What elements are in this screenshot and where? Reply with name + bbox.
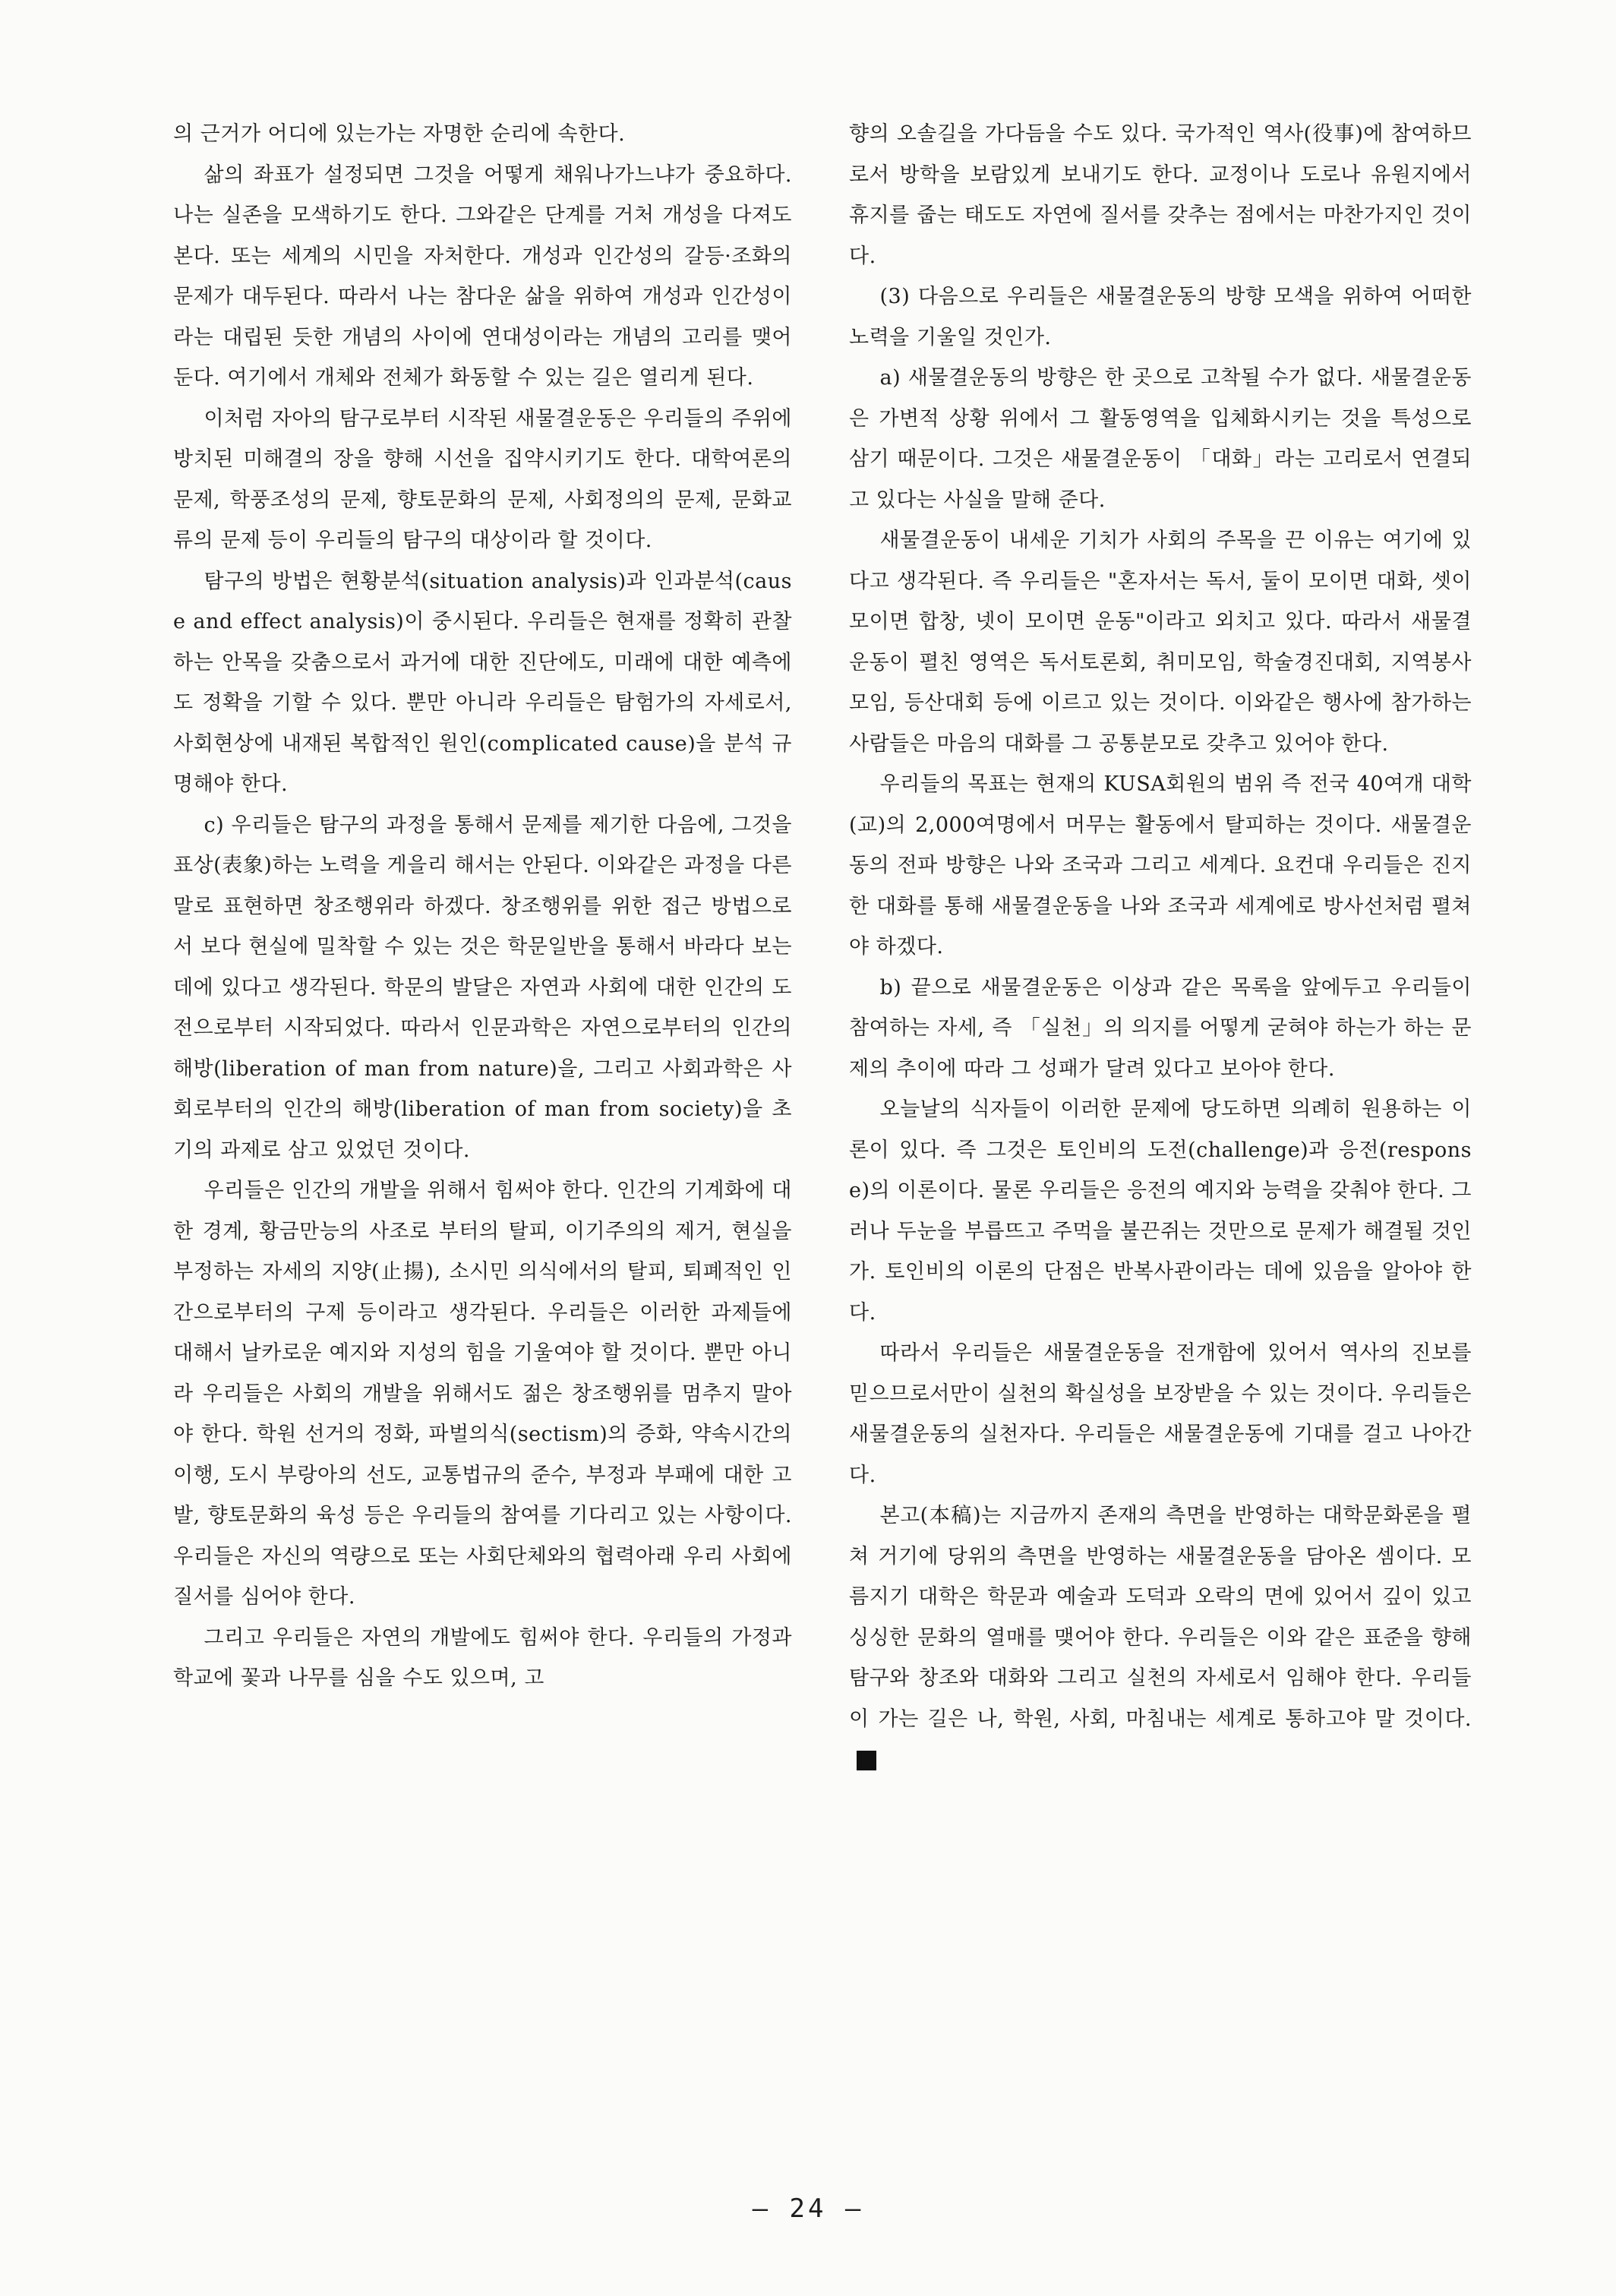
paragraph: 우리들의 목표는 현재의 KUSA회원의 범위 즉 전국 40여개 대학(교)의 2,000여명에서 머무는 활동에서 탈피하는 것이다. 새물결운동의 전파 방향은 나와 조국과 그리고 세계다. 요컨대 우리들은 진지한 대화를 통해 새물결운동을 나와 조국과 세계에로 방사선처럼 펼쳐야 하겠다. bbox=[849, 772, 1472, 959]
left-column bbox=[173, 114, 792, 1699]
paragraph: 이처럼 자아의 탐구로부터 시작된 새물결운동은 우리들의 주위에 방치된 미해결의 장을 향해 시선을 집약시키기도 한다. 대학여론의 문제, 학풍조성의 문제, 향토문화의 문제, 사회정의의 문제, 문화교류의 문제 등이 우리들의 탐구의 대상이라 할 것이다. bbox=[173, 406, 792, 552]
paragraph: 의 근거가 어디에 있는가는 자명한 순리에 속한다. bbox=[173, 122, 626, 146]
paragraph: 우리들은 인간의 개발을 위해서 힘써야 한다. 인간의 기계화에 대한 경계, 황금만능의 사조로 부터의 탈피, 이기주의의 제거, 현실을 부정하는 자세의 지양(止揚), 소시민 의식에서의 탈피, 퇴폐적인 인간으로부터의 구제 등이라고 생각된다. 우리들은 이러한 과제들에 대해서 날카로운 예지와 지성의 힘을 기울여야 할 것이다. 뿐만 아니라 우리들은 사회의 개발을 위해서도 젊은 창조행위를 멈추지 말아야 한다. 학원 선거의 정화, 파벌의식(sectism)의 증화, 약속시간의 이행, 도시 부랑아의 선도, 교통법규의 준수, 부정과 부패에 대한 고발, 향토문화의 육성 등은 우리들의 참여를 기다리고 있는 사항이다. 우리들은 자신의 역량으로 또는 사회단체와의 협력아래 우리 사회에 질서를 심어야 한다. bbox=[173, 1179, 792, 1609]
paragraph: 향의 오솔길을 가다듬을 수도 있다. 국가적인 역사(役事)에 참여하므로서 방학을 보람있게 보내기도 한다. 교정이나 도로나 유원지에서 휴지를 줍는 태도도 자연에 질서를 갖추는 점에서는 마찬가지인 것이다. bbox=[849, 122, 1472, 268]
paragraph: b) 끝으로 새물결운동은 이상과 같은 목록을 앞에두고 우리들이 참여하는 자세, 즉 「실천」의 의지를 어떻게 굳혀야 하는가 하는 문제의 추이에 따라 그 성패가 달려 있다고 보아야 한다. bbox=[849, 975, 1472, 1081]
paragraph-final-text: 본고(本稿)는 지금까지 존재의 측면을 반영하는 대학문화론을 펼쳐 거기에 당위의 측면을 반영하는 새물결운동을 담아온 셈이다. 모름지기 대학은 학문과 예술과 도덕과 오락의 면에 있어서 깊이 있고 싱싱한 문화의 열매를 맺어야 한다. 우리들은 이와 같은 표준을 향해 탐구와 창조와 대화와 그리고 실천의 자세로서 임해야 한다. 우리들이 가는 길은 나, 학원, 사회, 마침내는 세계로 통하고야 말 것이다. bbox=[849, 1504, 1472, 1731]
end-of-article-mark bbox=[857, 1751, 876, 1770]
paragraph: 그리고 우리들은 자연의 개발에도 힘써야 한다. 우리들의 가정과 학교에 꽃과 나무를 심을 수도 있으며, 고 bbox=[173, 1625, 792, 1690]
paragraph-final bbox=[849, 1495, 1472, 1780]
paragraph: 새물결운동이 내세운 기치가 사회의 주목을 끈 이유는 여기에 있다고 생각된다. 즉 우리들은 "혼자서는 독서, 둘이 모이면 대화, 셋이 모이면 합창, 넷이 모이면 운동"이라고 외치고 있다. 따라서 새물결운동이 펼친 영역은 독서토론회, 취미모임, 학술경진대회, 지역봉사모임, 등산대회 등에 이르고 있는 것이다. 이와같은 행사에 참가하는 사람들은 마음의 대화를 그 공통분모로 갖추고 있어야 한다. bbox=[849, 529, 1472, 756]
paragraph: 따라서 우리들은 새물결운동을 전개함에 있어서 역사의 진보를 믿으므로서만이 실천의 확실성을 보장받을 수 있는 것이다. 우리들은 새물결운동의 실천자다. 우리들은 새물결운동에 기대를 걸고 나아간다. bbox=[849, 1341, 1472, 1487]
paragraph: c) 우리들은 탐구의 과정을 통해서 문제를 제기한 다음에, 그것을 표상(表象)하는 노력을 게을리 해서는 안된다. 이와같은 과정을 다른 말로 표현하면 창조행위라 하겠다. 창조행위를 위한 접근 방법으로서 보다 현실에 밀착할 수 있는 것은 학문일반을 통해서 바라다 보는 데에 있다고 생각된다. 학문의 발달은 자연과 사회에 대한 인간의 도전으로부터 시작되었다. 따라서 인문과학은 자연으로부터의 인간의 해방(liberation of man from nature)을, 그리고 사회과학은 사회로부터의 인간의 해방(liberation of man from society)을 초기의 과제로 삼고 있었던 것이다. bbox=[173, 813, 792, 1162]
paragraph: 오늘날의 식자들이 이러한 문제에 당도하면 의례히 원용하는 이론이 있다. 즉 그것은 토인비의 도전(challenge)과 응전(response)의 이론이다. 물론 우리들은 응전의 예지와 능력을 갖춰야 한다. 그러나 두눈을 부릅뜨고 주먹을 불끈쥐는 것만으로 문제가 해결될 것인가. 토인비의 이론의 단점은 반복사관이라는 데에 있음을 알아야 한다. bbox=[849, 1097, 1472, 1325]
page-number: — 24 — bbox=[752, 2193, 864, 2224]
paragraph: 삶의 좌표가 설정되면 그것을 어떻게 채워나가느냐가 중요하다. 나는 실존을 모색하기도 한다. 그와같은 단계를 거처 개성을 다져도 본다. 또는 세계의 시민을 자처한다. 개성과 인간성의 갈등·조화의 문제가 대두된다. 따라서 나는 참다운 삶을 위하여 개성과 인간성이라는 대립된 듯한 개념의 사이에 연대성이라는 개념의 고리를 맺어 둔다. 여기에서 개체와 전체가 화동할 수 있는 길은 열리게 된다. bbox=[173, 163, 792, 390]
paragraph: (3) 다음으로 우리들은 새물결운동의 방향 모색을 위하여 어떠한 노력을 기울일 것인가. bbox=[849, 285, 1472, 349]
paragraph: 탐구의 방법은 현황분석(situation analysis)과 인과분석(cause and effect analysis)이 중시된다. 우리들은 현재를 정확히 관찰하는 안목을 갖춤으로서 과거에 대한 진단에도, 미래에 대한 예측에도 정확을 기할 수 있다. 뿐만 아니라 우리들은 탐험가의 자세로서, 사회현상에 내재된 복합적인 원인(complicated cause)을 분석 규명해야 한다. bbox=[173, 569, 792, 796]
paragraph: a) 새물결운동의 방향은 한 곳으로 고착될 수가 없다. 새물결운동은 가변적 상황 위에서 그 활동영역을 입체화시키는 것을 특성으로 삼기 때문이다. 그것은 새물결운동이 「대화」라는 고리로서 연결되고 있다는 사실을 말해 준다. bbox=[849, 366, 1472, 512]
right-column bbox=[849, 114, 1472, 1780]
